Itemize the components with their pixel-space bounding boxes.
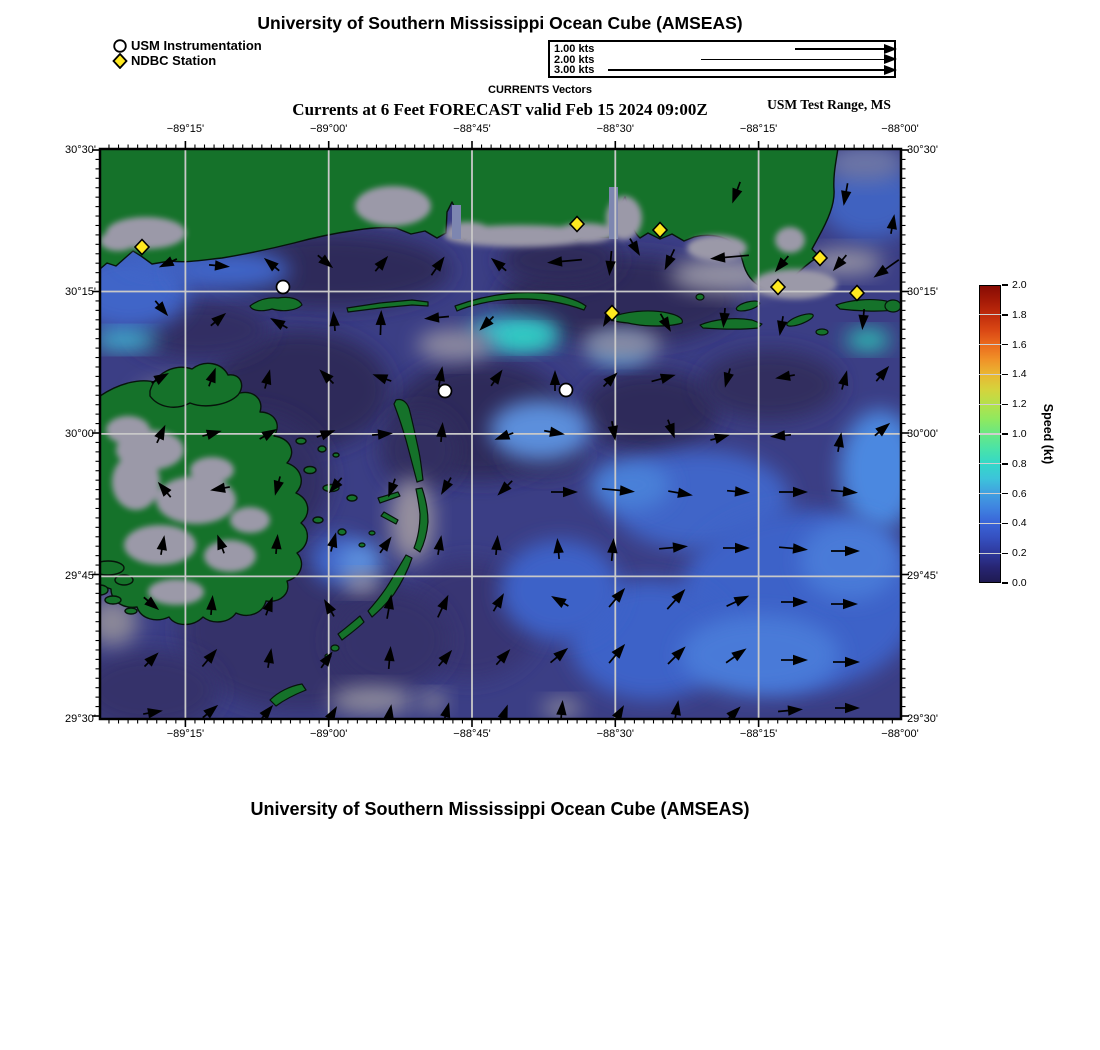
speed-field-patch <box>680 615 840 695</box>
speed-field-patch <box>490 400 590 460</box>
colorbar-separator <box>979 344 1001 345</box>
speed-field-patch <box>582 330 662 358</box>
vector-scale-label: 1.00 kts <box>554 43 595 55</box>
speed-field-patch <box>580 370 720 450</box>
colorbar-tick-label: 0.6 <box>1012 487 1027 500</box>
colorbar-separator <box>979 404 1001 405</box>
colorbar-tick-label: 0.4 <box>1012 517 1027 530</box>
vector-scale-arrowhead <box>884 54 897 64</box>
bottom-title: University of Southern Mississippi Ocean Cube (AMSEAS) <box>250 799 750 819</box>
lat-label-right: 29°30' <box>907 712 938 725</box>
speed-field-patch <box>495 328 555 348</box>
colorbar-tick <box>1002 523 1008 525</box>
vector-scale-arrowhead <box>884 65 897 75</box>
lat-label-left: 29°30' <box>65 712 96 725</box>
colorbar-tick-label: 0.8 <box>1012 457 1027 470</box>
colorbar-separator <box>979 463 1001 464</box>
colorbar-tick-label: 1.0 <box>1012 428 1027 440</box>
colorbar-tick <box>1002 582 1008 584</box>
vector-scale-label: 3.00 kts <box>554 64 595 76</box>
lon-label-top: −89°00' <box>309 123 348 135</box>
speed-field-patch <box>419 692 447 710</box>
diamond-icon <box>112 53 128 69</box>
vector-scale-box <box>548 40 896 78</box>
speed-field-patch <box>846 330 890 350</box>
colorbar-label: Speed (kt) <box>1041 403 1055 465</box>
usm-instrumentation-marker <box>560 384 573 397</box>
lon-label-top: −88°00' <box>881 123 919 135</box>
lon-label-bottom: −89°15' <box>166 728 205 740</box>
colorbar-tick-label: 0.0 <box>1012 577 1027 589</box>
lon-label-bottom: −89°00' <box>309 728 348 740</box>
colorbar-separator <box>979 374 1001 375</box>
lat-label-left: 30°30' <box>65 144 96 156</box>
lat-label-left: 30°00' <box>65 427 96 440</box>
colorbar-tick <box>1002 404 1008 406</box>
colorbar-tick-label: 1.4 <box>1012 368 1027 381</box>
vector-scale-line <box>608 69 884 71</box>
colorbar-tick-label: 1.8 <box>1012 308 1027 321</box>
speed-field-patch <box>417 329 493 361</box>
legend-label: NDBC Station <box>131 53 217 68</box>
lat-label-left: 29°45' <box>65 570 96 583</box>
colorbar-separator <box>979 553 1001 554</box>
speed-field-patch <box>330 686 414 714</box>
lon-label-top: −89°15' <box>166 123 205 135</box>
lat-label-right: 30°00' <box>907 427 938 440</box>
speed-field-patch <box>93 331 157 349</box>
colorbar-tick <box>1002 284 1008 286</box>
colorbar-tick <box>1002 374 1008 376</box>
lon-label-top: −88°30' <box>596 123 634 135</box>
circle-icon <box>112 38 128 54</box>
vector-scale-label: 2.00 kts <box>554 53 595 66</box>
lon-label-bottom: −88°00' <box>881 728 919 740</box>
colorbar-tick <box>1002 493 1008 495</box>
colorbar-tick <box>1002 314 1008 316</box>
vector-scale-line <box>701 59 884 61</box>
lat-label-right: 30°15' <box>907 285 938 298</box>
lon-label-top: −88°45' <box>453 123 491 135</box>
colorbar-tick <box>1002 553 1008 555</box>
colorbar-tick-label: 1.6 <box>1012 338 1027 351</box>
usm-instrumentation-marker <box>439 385 452 398</box>
lat-label-right: 30°30' <box>907 144 938 156</box>
usm-instrumentation-marker <box>277 281 290 294</box>
vector-scale-caption: CURRENTS Vectors <box>488 84 592 96</box>
colorbar-separator <box>979 314 1001 315</box>
colorbar-separator <box>979 523 1001 524</box>
vector-scale-arrowhead <box>884 44 897 54</box>
colorbar-tick-label: 2.0 <box>1012 279 1027 291</box>
range-label: USM Test Range, MS <box>767 97 891 112</box>
colorbar-tick <box>1002 433 1008 435</box>
lon-label-top: −88°15' <box>739 123 778 135</box>
legend-label: USM Instrumentation <box>131 38 262 53</box>
speed-field-patch <box>700 350 840 420</box>
colorbar-separator <box>979 433 1001 434</box>
colorbar-tick-label: 1.2 <box>1012 398 1027 411</box>
lat-label-right: 29°45' <box>907 570 938 583</box>
legend-item <box>112 53 216 68</box>
lon-label-bottom: −88°30' <box>596 728 634 740</box>
speed-field-patch <box>590 460 670 510</box>
colorbar-tick-label: 0.2 <box>1012 547 1027 560</box>
colorbar-tick <box>1002 463 1008 465</box>
vector-scale-line <box>795 48 884 50</box>
main-title: University of Southern Mississippi Ocean Cube (AMSEAS) <box>257 13 743 33</box>
legend-item <box>112 38 262 53</box>
colorbar-separator <box>979 493 1001 494</box>
speed-field-patch <box>500 540 620 640</box>
forecast-subtitle: Currents at 6 Feet FORECAST valid Feb 15 2024 09:00Z <box>292 100 708 119</box>
lon-label-bottom: −88°15' <box>739 728 778 740</box>
speed-field-patch <box>800 520 900 600</box>
colorbar-tick <box>1002 344 1008 346</box>
lon-label-bottom: −88°45' <box>453 728 491 740</box>
lat-label-left: 30°15' <box>65 285 96 298</box>
